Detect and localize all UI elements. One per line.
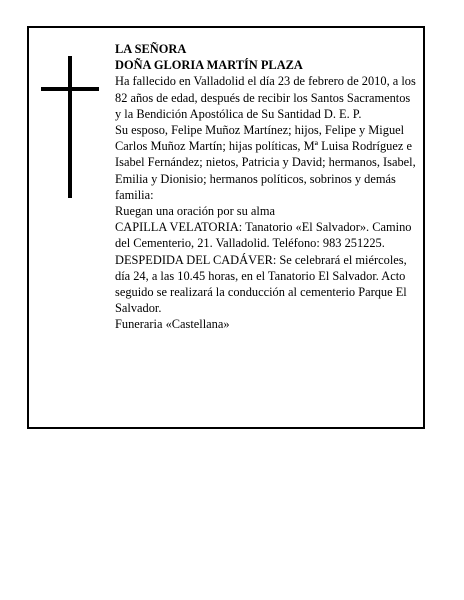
- funeral-home: Funeraria «Castellana»: [115, 317, 230, 332]
- family-list: Su esposo, Felipe Muñoz Martínez; hijos, Felipe y Miguel Carlos Muñoz Martín; hijas políticas, Mª Luisa Rodríguez e Isabel Fernández; nietos, Patricia y David; hermanos, Isabel, Emilia y Dionisio; hermanos políticos, sobrinos y demás familia:: [115, 123, 416, 202]
- obituary-frame: [27, 26, 425, 429]
- obituary-text: [115, 41, 417, 333]
- deceased-name: DOÑA GLORIA MARTÍN PLAZA: [115, 58, 303, 73]
- prayer-request: Ruegan una oración por su alma: [115, 204, 275, 219]
- death-announcement: Ha fallecido en Valladolid el día 23 de febrero de 2010, a los 82 años de edad, después de recibir los Santos Sacramentos y la Bendición Apostólica de Su Santidad D. E. P.: [115, 74, 416, 121]
- cross-icon: [41, 56, 99, 198]
- farewell-info: DESPEDIDA DEL CADÁVER: Se celebrará el miércoles, día 24, a las 10.45 horas, en el Tanatorio El Salvador. Acto seguido se realizará la conducción al cementerio Parque El Salvador.: [115, 252, 407, 316]
- title-line-1: LA SEÑORA: [115, 42, 187, 56]
- chapel-info: CAPILLA VELATORIA: Tanatorio «El Salvador». Camino del Cementerio, 21. Valladolid. Teléfono: 983 251225.: [115, 220, 412, 251]
- cross-horizontal-bar: [41, 87, 99, 91]
- cross-vertical-bar: [68, 56, 72, 198]
